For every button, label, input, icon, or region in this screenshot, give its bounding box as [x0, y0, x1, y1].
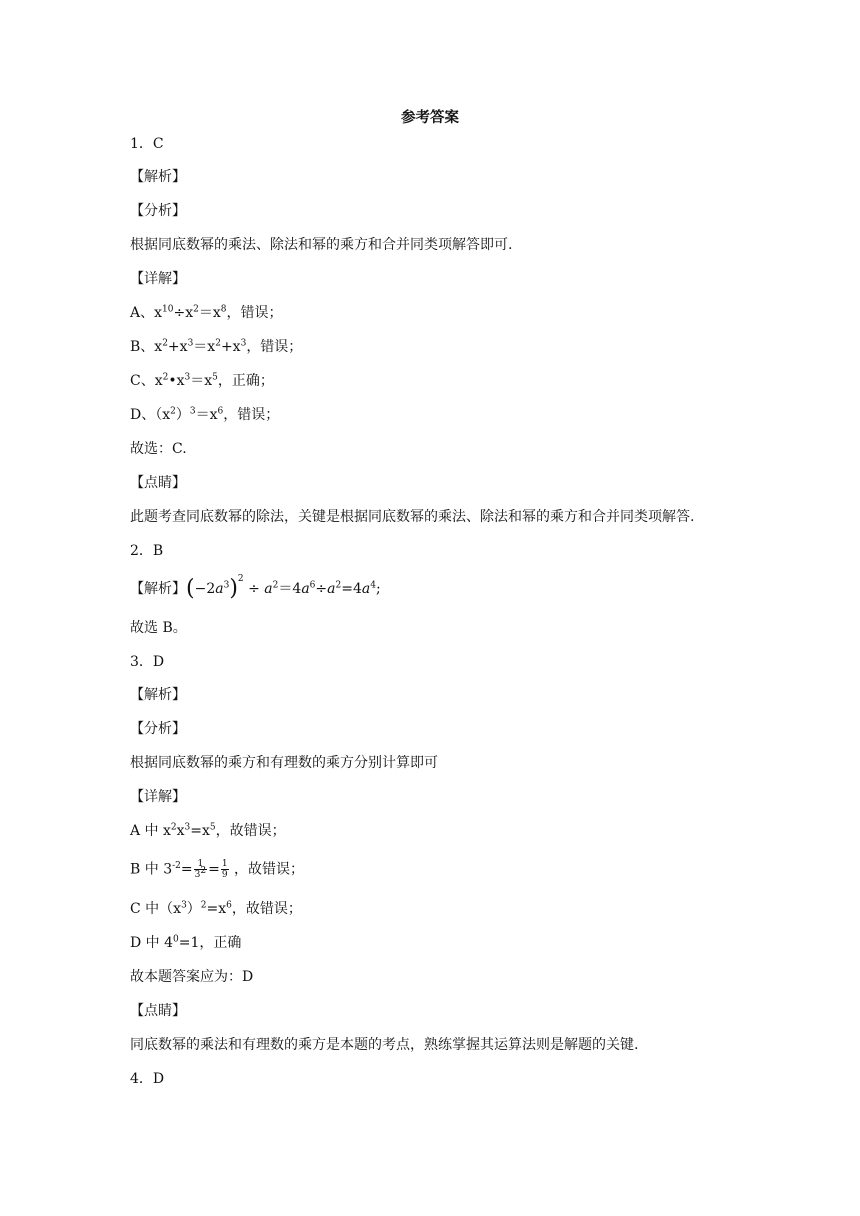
- q3-analysis-text: 根据同底数幂的乘方和有理数的乘方分别计算即可: [130, 755, 438, 771]
- q1-option-c: C、$x^2•x^3=x^5$，正确；: [130, 372, 274, 389]
- q3-comment: 同底数幂的乘法和有理数的乘方是本题的考点，熟练掌握其运算法则是解题的关键.: [130, 1037, 639, 1053]
- q1-fenxi-label: 【分析】: [130, 203, 186, 219]
- q1-analysis-text: 根据同底数幂的乘法、除法和幂的乘方和合并同类项解答即可.: [130, 237, 513, 253]
- q1-comment: 此题考查同底数幂的除法，关键是根据同底数幂的乘法、除法和幂的乘方和合并同类项解答.: [130, 509, 695, 525]
- q1-choice: 故选：C.: [130, 441, 187, 457]
- fraction-one-over-three-squared: $\frac{1}{3^2}$: [194, 859, 207, 880]
- page-title: 参考答案: [401, 109, 459, 126]
- q3-fenxi-label: 【分析】: [130, 721, 186, 737]
- q1-option-a: A、$x^{10}\div x^2=x^8$，错误；: [130, 304, 283, 321]
- q1-heading: 1．C: [130, 136, 164, 152]
- q3-option-b: B 中 $3^{-2}=$ $\frac{1}{3^2}$ = $\frac{1}{9}$ ，故错误；: [130, 859, 305, 880]
- q3-answer: 故本题答案应为：D: [130, 969, 254, 985]
- q3-option-d: D 中 $4^0=1$，正确: [130, 934, 242, 951]
- q1-option-b: B、$x^2+x^3=x^2+x^3$，错误；: [130, 338, 303, 355]
- q1-option-d: D、$(x^2)^3=x^6$，错误；: [130, 406, 280, 423]
- q1-jiexi-label: 【解析】: [130, 169, 186, 185]
- q3-option-a: A 中 $x^2x^3=x^5$，故错误；: [130, 822, 286, 839]
- q3-option-c: C 中$(x^3)^2=x^6$，故错误；: [130, 900, 302, 917]
- q3-xiangjie-label: 【详解】: [130, 789, 186, 805]
- fraction-one-over-nine: $\frac{1}{9}$: [221, 859, 228, 880]
- q2-solution: 【解析】$(-2a^3)^2 \div a^2=4a^6\div a^2=4a^4$;: [130, 574, 381, 601]
- q1-dianjing-label: 【点睛】: [130, 475, 186, 491]
- q3-heading: 3．D: [130, 654, 165, 670]
- q3-dianjing-label: 【点睛】: [130, 1003, 186, 1019]
- q3-jiexi-label: 【解析】: [130, 687, 186, 703]
- q2-choice: 故选 B。: [130, 620, 187, 636]
- q4-heading: 4．D: [130, 1071, 165, 1087]
- q1-xiangjie-label: 【详解】: [130, 271, 186, 287]
- q2-heading: 2．B: [130, 543, 164, 559]
